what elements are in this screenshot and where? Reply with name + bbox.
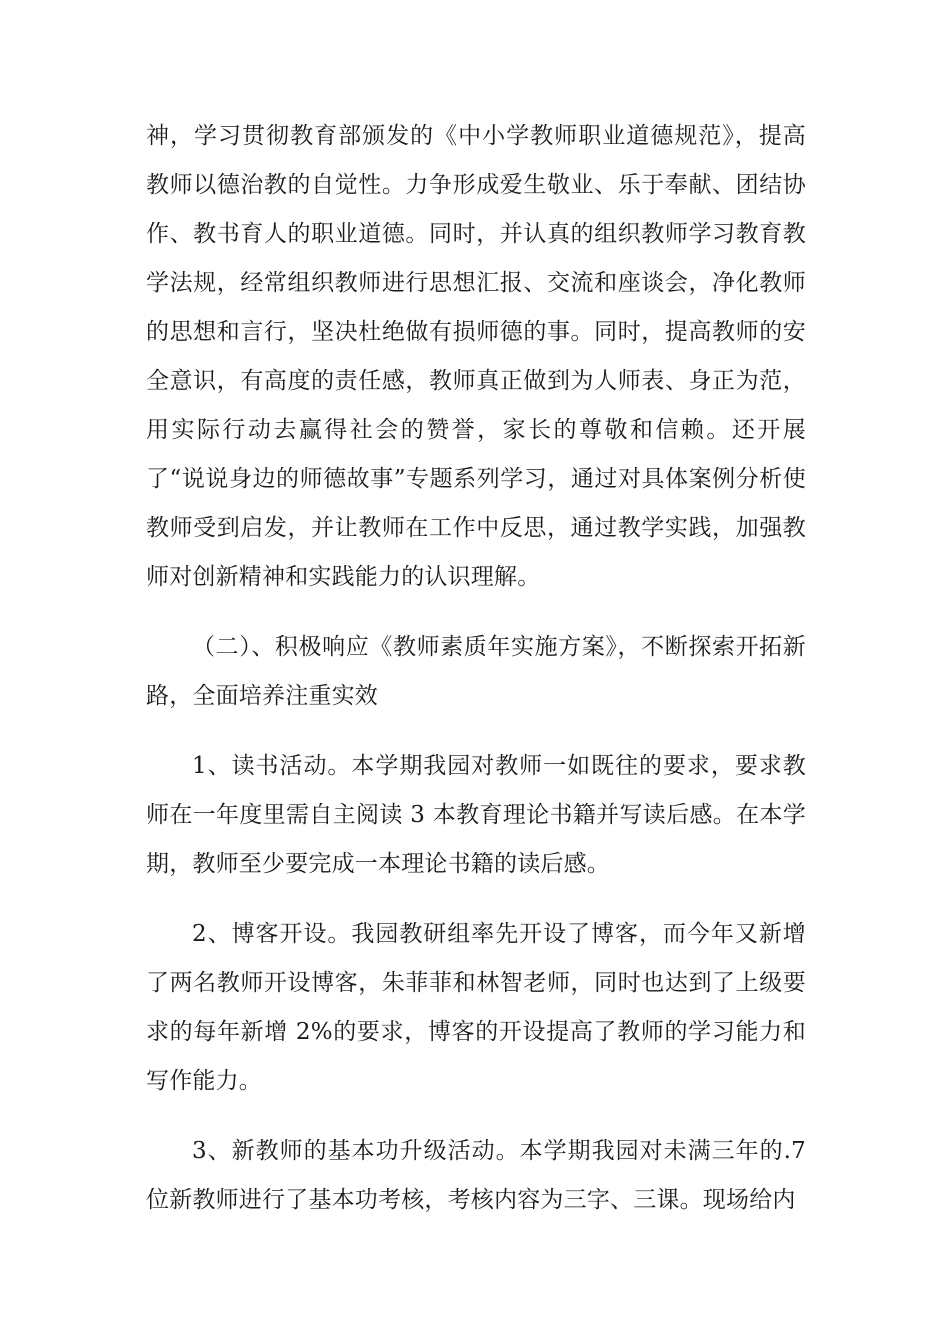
- paragraph-gap: [146, 889, 806, 910]
- paragraph-reading-activity: 1、读书活动。本学期我园对教师一如既往的要求，要求教师在一年度里需自主阅读 3 本教育理论书籍并写读后感。在本学期，教师至少要完成一本理论书籍的读后感。: [146, 753, 806, 877]
- section-heading-two: （二）、积极响应《教师素质年实施方案》，不断探索开拓新路，全面培养注重实效: [146, 634, 806, 709]
- paragraph-blog-setup: 2、博客开设。我园教研组率先开设了博客，而今年又新增了两名教师开设博客，朱菲菲和林智老师，同时也达到了上级要求的每年新增 2%的要求，博客的开设提高了教师的学习能力和写作能力。: [146, 921, 806, 1094]
- paragraph-gap: [146, 1106, 806, 1127]
- paragraph-gap: [146, 602, 806, 623]
- paragraph-teacher-ethics: 神，学习贯彻教育部颁发的《中小学教师职业道德规范》，提高教师以德治教的自觉性。力争形成爱生敬业、乐于奉献、团结协作、教书育人的职业道德。同时，并认真的组织教师学习教育教学法规，经常组织教师进行思想汇报、交流和座谈会，净化教师的思想和言行，坚决杜绝做有损师德的事。同时，提高教师的安全意识，有高度的责任感，教师真正做到为人师表、身正为范，用实际行动去赢得社会的赞誉，家长的尊敬和信赖。还开展了“说说身边的师德故事”专题系列学习，通过对具体案例分析使教师受到启发，并让教师在工作中反思，通过教学实践，加强教师对创新精神和实践能力的认识理解。: [146, 123, 806, 590]
- paragraph-new-teacher-skills: 3、新教师的基本功升级活动。本学期我园对未满三年的.7位新教师进行了基本功考核，考核内容为三字、三课。现场给内: [146, 1138, 806, 1213]
- paragraph-gap: [146, 721, 806, 742]
- document-body: [146, 112, 806, 1225]
